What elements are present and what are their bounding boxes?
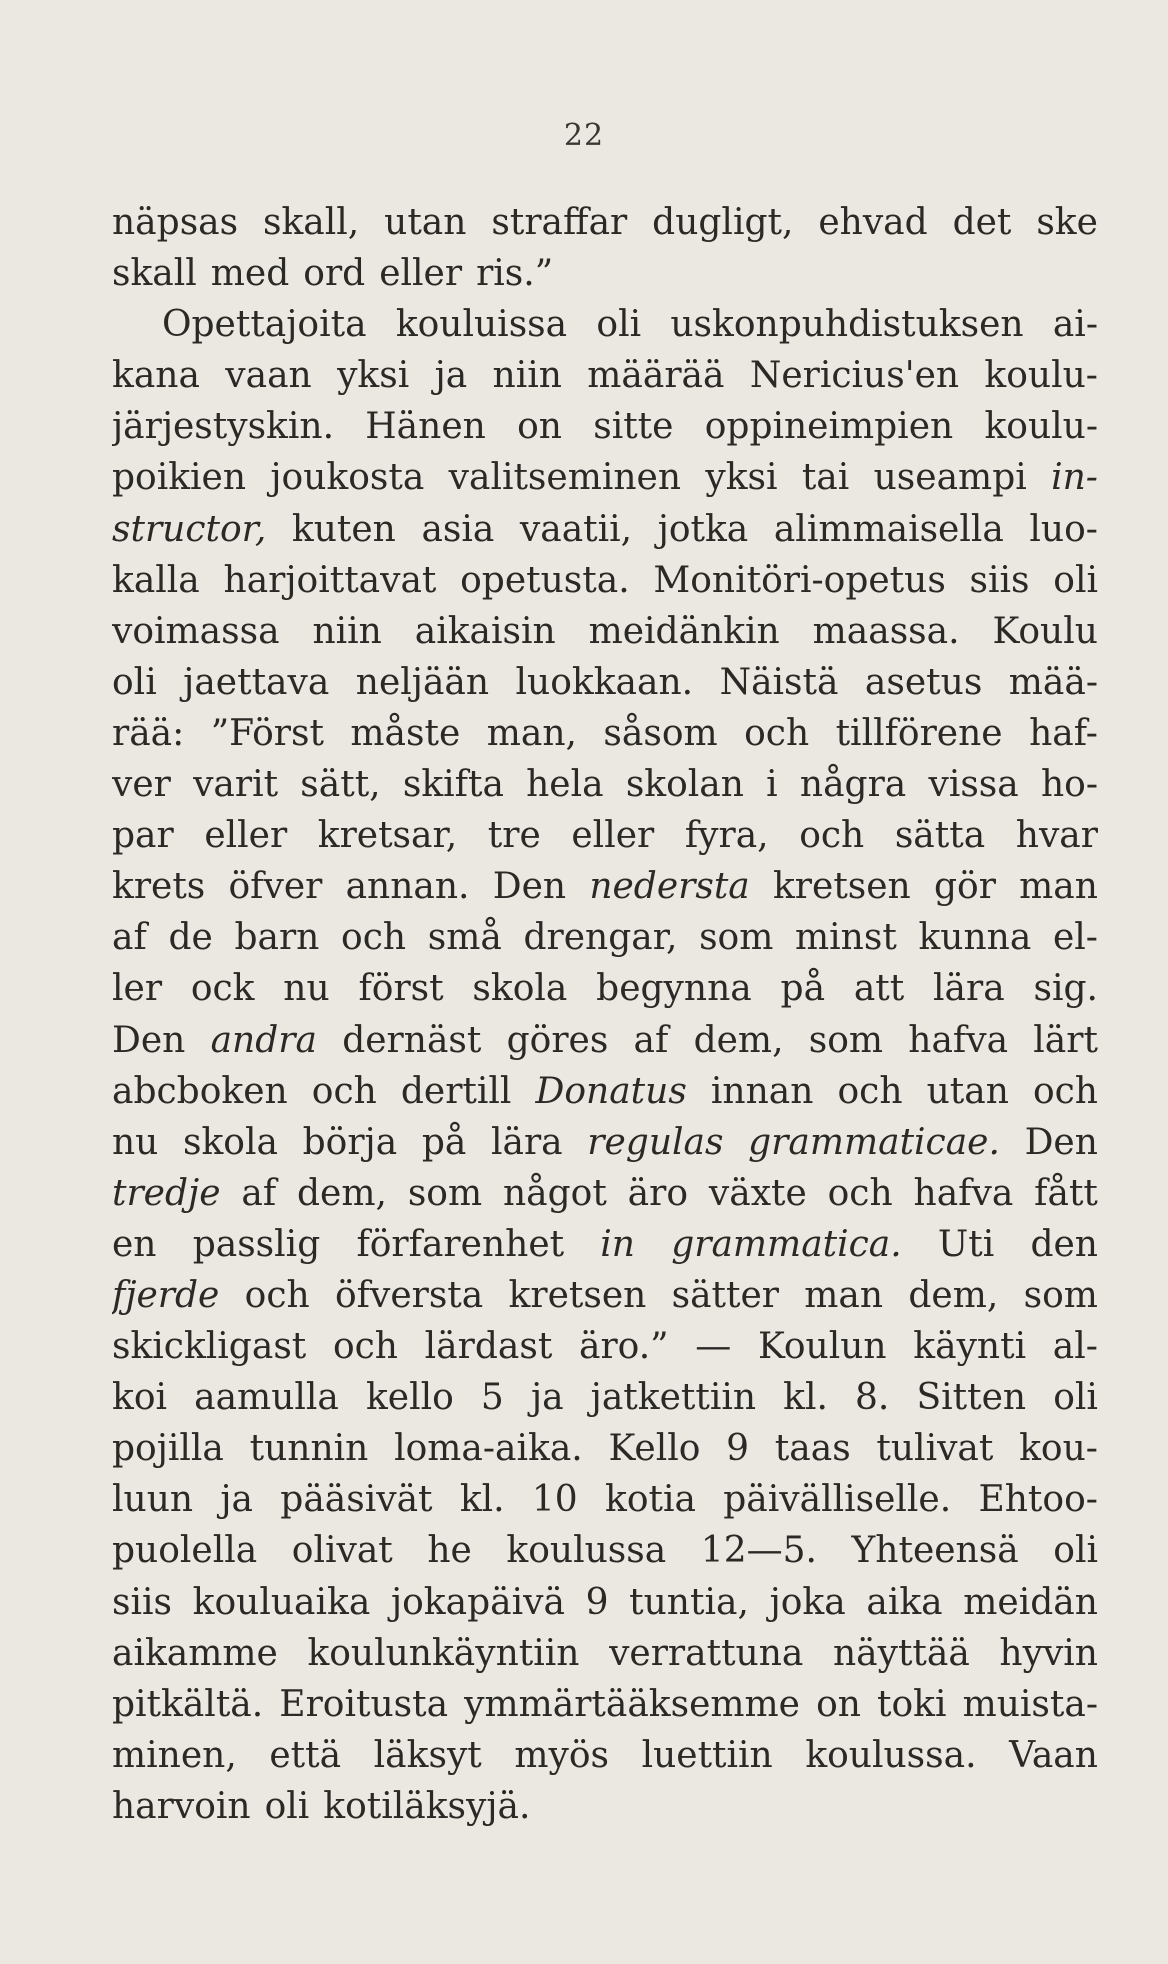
text-line: ver varit sätt, skifta hela skolan i några vissa ho- (112, 764, 1098, 806)
text-line: par eller kretsar, tre eller fyra, och sätta hvar (112, 815, 1098, 857)
text-line: Opettajoita kouluissa oli uskonpuhdistuksen ai- (162, 304, 1098, 346)
text-line: poikien joukosta valitseminen yksi tai useampi in- (112, 457, 1098, 499)
text-line: voimassa niin aikaisin meidänkin maassa. Koulu (112, 610, 1098, 652)
text-line: en passlig förfarenhet in grammatica. Uti den (112, 1223, 1098, 1265)
text-line: nu skola börja på lära regulas grammaticae. Den (112, 1121, 1098, 1163)
text-line: kana vaan yksi ja niin määrää Nericius'en koulu- (112, 355, 1098, 397)
text-line: aikamme koulunkäyntiin verrattuna näyttää hyvin (112, 1632, 1098, 1674)
text-line: structor, kuten asia vaatii, jotka alimmaisella luo- (112, 508, 1098, 550)
text-line: skickligast och lärdast äro.” — Koulun käynti al- (112, 1326, 1098, 1368)
text-line: Den andra dernäst göres af dem, som hafva lärt (112, 1019, 1098, 1061)
text-line: siis kouluaika jokapäivä 9 tuntia, joka aika meidän (112, 1581, 1098, 1623)
text-line: puolella olivat he koulussa 12—5. Yhteensä oli (112, 1530, 1098, 1572)
text-line: järjestyskin. Hänen on sitte oppineimpien koulu- (112, 406, 1098, 448)
text-line: koi aamulla kello 5 ja jatkettiin kl. 8. Sitten oli (112, 1377, 1098, 1419)
text-line: luun ja pääsivät kl. 10 kotia päivälliselle. Ehtoo- (112, 1479, 1098, 1521)
text-line: af de barn och små drengar, som minst kunna el- (112, 917, 1098, 959)
body-text (112, 197, 1098, 1832)
page-number: 22 (563, 118, 605, 153)
text-line: kalla harjoittavat opetusta. Monitöri-opetus siis oli (112, 559, 1098, 601)
text-line: skall med ord eller ris.” (112, 253, 554, 295)
text-line: tredje af dem, som något äro växte och hafva fått (112, 1172, 1098, 1214)
text-line: fjerde och öfversta kretsen sätter man dem, som (112, 1274, 1098, 1316)
text-line: minen, että läksyt myös luettiin koulussa. Vaan (112, 1734, 1098, 1776)
text-line: abcboken och dertill Donatus innan och utan och (112, 1070, 1098, 1112)
text-line: oli jaettava neljään luokkaan. Näistä asetus mää- (112, 661, 1098, 703)
text-line: ler ock nu först skola begynna på att lära sig. (112, 968, 1098, 1010)
text-line: krets öfver annan. Den nedersta kretsen gör man (112, 866, 1098, 908)
text-line: näpsas skall, utan straffar dugligt, ehvad det ske (112, 202, 1098, 243)
text-line: rää: ”Först måste man, såsom och tillförene haf- (112, 712, 1098, 754)
text-line: harvoin oli kotiläksyjä. (112, 1785, 531, 1827)
text-line: pojilla tunnin loma-aika. Kello 9 taas tulivat kou- (112, 1428, 1098, 1470)
text-line: pitkältä. Eroitusta ymmärtääksemme on toki muista- (112, 1683, 1098, 1725)
